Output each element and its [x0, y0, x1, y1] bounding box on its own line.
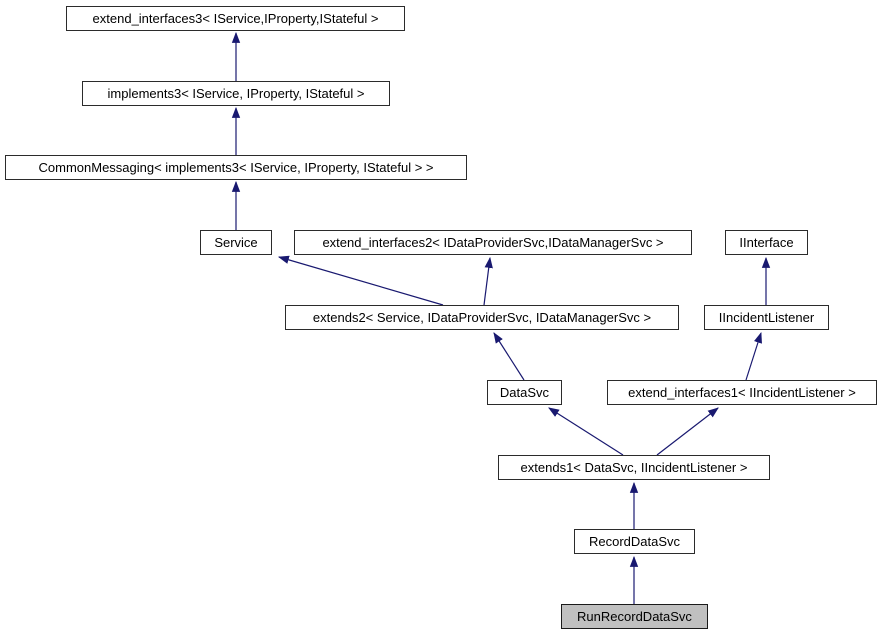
inheritance-arrow-extends1-to-extend-interfaces1: [657, 408, 718, 455]
node-datasvc[interactable]: DataSvc: [487, 380, 562, 405]
node-iinterface[interactable]: IInterface: [725, 230, 808, 255]
node-extends2[interactable]: extends2< Service, IDataProviderSvc, IDataManagerSvc >: [285, 305, 679, 330]
node-extend-interfaces1[interactable]: extend_interfaces1< IIncidentListener >: [607, 380, 877, 405]
node-extend-interfaces3[interactable]: extend_interfaces3< IService,IProperty,IStateful >: [66, 6, 405, 31]
node-extend-interfaces2[interactable]: extend_interfaces2< IDataProviderSvc,IDataManagerSvc >: [294, 230, 692, 255]
inheritance-arrow-extends1-to-datasvc: [549, 408, 623, 455]
node-service[interactable]: Service: [200, 230, 272, 255]
node-recorddatasvc[interactable]: RecordDataSvc: [574, 529, 695, 554]
inheritance-arrow-datasvc-to-extends2: [494, 333, 524, 380]
node-commonmessaging[interactable]: CommonMessaging< implements3< IService, IProperty, IStateful > >: [5, 155, 467, 180]
node-iincidentlistener[interactable]: IIncidentListener: [704, 305, 829, 330]
node-runrecorddatasvc-current: RunRecordDataSvc: [561, 604, 708, 629]
inheritance-arrow-extends2-to-service: [279, 257, 443, 305]
inheritance-arrow-extend-interfaces1-to-iincidentlistener: [746, 333, 761, 380]
node-implements3[interactable]: implements3< IService, IProperty, IStateful >: [82, 81, 390, 106]
node-extends1[interactable]: extends1< DataSvc, IIncidentListener >: [498, 455, 770, 480]
inheritance-arrow-extends2-to-extend-interfaces2: [484, 258, 490, 305]
